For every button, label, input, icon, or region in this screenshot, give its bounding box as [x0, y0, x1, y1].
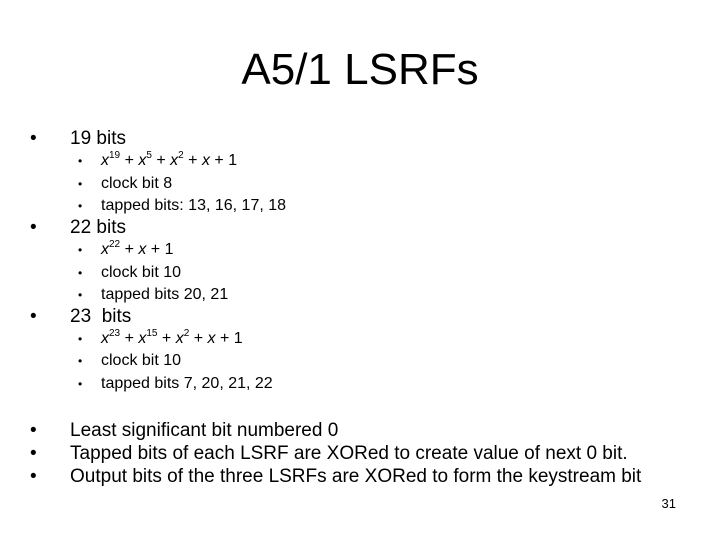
register-3-polynomial: $x^{23} + x^{15} + x^2 + x + 1$	[101, 328, 243, 347]
register-2-item	[30, 217, 126, 239]
bullet: •	[30, 128, 37, 149]
page-number: 31	[661, 496, 676, 511]
register-1-tapped: tapped bits: 13, 16, 17, 18	[101, 197, 287, 214]
note-item	[30, 466, 641, 488]
register-2-tapped: tapped bits 20, 21	[101, 286, 229, 303]
register-1-clock: clock bit 8	[101, 175, 173, 192]
register-1-polynomial: $x^{19} + x^5 + x^2 + x + 1$	[101, 150, 238, 169]
bullet: •	[30, 306, 37, 327]
register-2-label: 22 bits	[70, 217, 126, 238]
bullet: •	[78, 266, 83, 280]
note-text: Least significant bit numbered 0	[70, 420, 339, 441]
register-2-clock-item	[78, 263, 181, 283]
bullet: •	[78, 377, 83, 391]
register-2-polynomial-item	[78, 240, 174, 260]
note-item	[30, 443, 628, 465]
register-3-label: 23 bits	[70, 306, 132, 327]
register-3-clock-item	[78, 351, 181, 371]
bullet: •	[78, 154, 83, 168]
note-text: Tapped bits of each LSRF are XORed to create value of next 0 bit.	[70, 443, 628, 464]
note-text: Output bits of the three LSRFs are XORed to form the keystream bit	[70, 466, 642, 487]
register-2-tapped-item	[78, 285, 228, 305]
bullet: •	[30, 217, 37, 238]
register-3-tapped-item	[78, 374, 273, 394]
register-1-clock-item	[78, 174, 172, 194]
register-1-tapped-item	[78, 196, 286, 216]
bullet: •	[78, 354, 83, 368]
bullet: •	[30, 420, 37, 441]
register-1-polynomial-item	[78, 151, 237, 171]
bullet: •	[78, 243, 83, 257]
register-1-label: 19 bits	[70, 128, 126, 149]
bullet: •	[78, 288, 83, 302]
register-3-polynomial-item	[78, 329, 243, 349]
register-2-clock: clock bit 10	[101, 264, 182, 281]
bullet: •	[78, 177, 83, 191]
bullet: •	[30, 443, 37, 464]
bullet: •	[78, 332, 83, 346]
register-3-item	[30, 306, 131, 328]
bullet: •	[30, 466, 37, 487]
register-1-item	[30, 128, 126, 150]
register-3-tapped: tapped bits 7, 20, 21, 22	[101, 375, 273, 392]
register-3-clock: clock bit 10	[101, 352, 182, 369]
bullet: •	[78, 199, 83, 213]
slide-title: A5/1 LSRFs	[241, 45, 479, 94]
register-2-polynomial: $x^{22} + x + 1$	[101, 239, 174, 258]
note-item	[30, 420, 338, 442]
